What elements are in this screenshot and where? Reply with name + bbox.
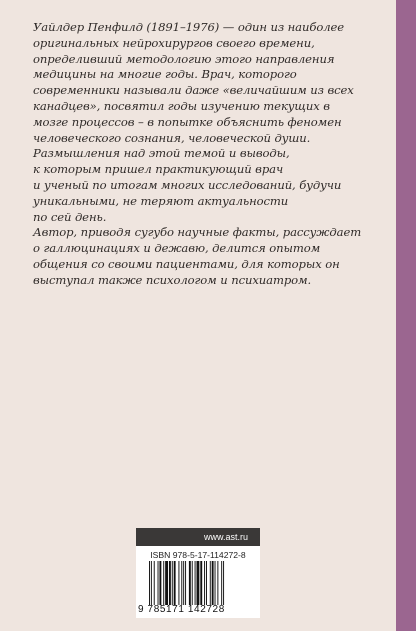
blurb-line: человеческого сознания, человеческой души.	[33, 130, 311, 145]
blurb-line: канадцев», посвятил годы изучению текущих в	[33, 98, 330, 113]
blurb-line: общения со своими пациентами, для которых он	[33, 256, 340, 271]
isbn-panel	[136, 546, 260, 618]
blurb-line: к которым пришел практикующий врач	[33, 162, 284, 177]
back-cover-blurb	[33, 20, 393, 289]
ean-digits: 9 785171 142728	[138, 604, 225, 615]
blurb-line: Размышления над этой темой и выводы,	[33, 146, 290, 161]
blurb-line: определивший методологию этого направления	[33, 51, 335, 66]
blurb-line: оригинальных нейрохирургов своего времени,	[33, 35, 315, 50]
barcode-bars	[149, 561, 251, 605]
blurb-line: мозге процессов – в попытке объяснить феномен	[33, 114, 342, 129]
barcode-label	[136, 528, 260, 618]
blurb-line: Автор, приводя сугубо научные факты, рассуждает	[33, 225, 362, 240]
isbn-text: ISBN 978-5-17-114272-8	[150, 550, 246, 560]
blurb-line: выступал также психологом и психиатром.	[33, 272, 312, 287]
blurb-line: медицины на многие годы. Врач, которого	[33, 67, 297, 82]
spine-stripe	[396, 0, 416, 631]
blurb-line: современники называли даже «величайшим из всех	[33, 83, 354, 98]
blurb-line: о галлюцинациях и дежавю, делится опытом	[33, 241, 321, 256]
blurb-line: Уайлдер Пенфилд (1891–1976) — один из наиболее	[33, 20, 345, 34]
blurb-line: и ученый по итогам многих исследований, будучи	[33, 177, 342, 192]
blurb-line: уникальными, не теряют актуальности	[33, 193, 289, 208]
blurb-line: по сей день.	[33, 209, 107, 224]
publisher-url: www.ast.ru	[136, 528, 260, 546]
